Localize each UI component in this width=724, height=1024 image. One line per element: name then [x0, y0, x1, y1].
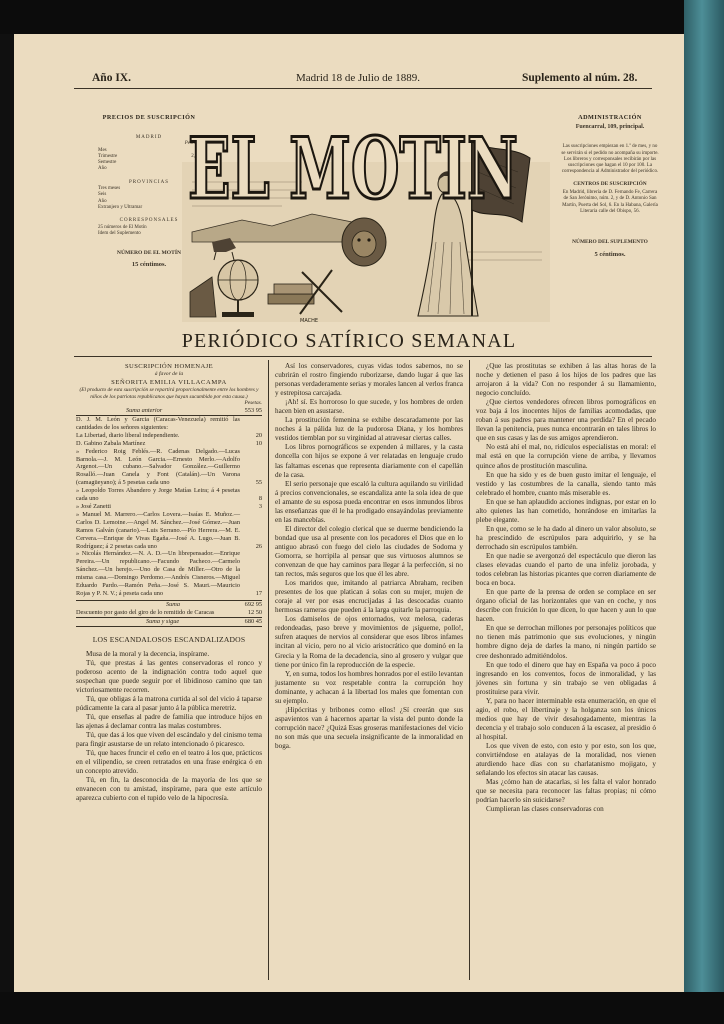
column-3-paragraph: En que se derrochan millones por personajes políticos que no tienen más patrimonio que sus evoluciones, y ningún hombre digno deja de darles la mano, ni ningún partido se cree deshonrado admitiéndolos. — [476, 624, 656, 660]
donor-entry — [76, 440, 262, 448]
province-price-row-label: Seis — [98, 192, 107, 198]
correspondent-price-row-label: 25 números de El Motín — [98, 224, 147, 230]
issue-price-label: NÚMERO DE EL MOTÍN — [116, 250, 182, 257]
column-1-paragraph: Tú, que haces fruncir el ceño en el teatro á los que, prácticos en el vilipendio, se creen retratados en una frase enérgica ó en un concepto atrevido. — [76, 749, 262, 776]
masthead-engraving — [182, 102, 550, 326]
column-1-paragraph: Tú, que obligas á la matrona curtida al sol del vicio á taparse púdicamente la cara al pasar junto á la pública meretriz. — [76, 694, 262, 712]
supplement-price-label: NÚMERO DEL SUPLEMENTO — [572, 239, 648, 246]
donor-amount: 55 — [255, 479, 262, 487]
madrid-label: MADRID — [135, 135, 163, 140]
column-3-paragraph: Mas ¿cómo han de atacarlas, si les falta el valor honrado que se necesita para reconocer las faltas propias; ni cómo podrían hacerlo sin suicidarse? — [476, 778, 656, 805]
column-2-paragraph: El director del colegio clerical que se duerme bendiciendo la bondad que usa al presente con los pecadores el Dios que en lo antiguo abrasó con fuego del cielo las ciudades de Sodoma y Gomorra, se horripila al pensar que sus virtuosos alumnos se convenzan de que hay caminos para llegar á la perfección, si no tan rectos, más seguros que los que él les abre. — [275, 524, 463, 579]
madrid-price-row-value: 1 — [197, 147, 200, 153]
donor-entry — [76, 503, 262, 511]
follow-row — [76, 617, 262, 627]
sum-value: 692 95 — [244, 600, 262, 608]
subscription-notes: Las suscripciones empiezan en 1.º de mes, y no se servirán si el pedido no acompaña su importe. Los libreros y corresponsales recibirán por las suscripciones que hagan el 10 por 100. La correspondencia al Administrador del periódico. — [561, 144, 659, 175]
scan-top-border — [0, 0, 724, 34]
column-divider-1 — [268, 360, 269, 980]
homage-heading: SUSCRIPCIÓN HOMENAJE — [124, 363, 214, 370]
administration-box — [560, 114, 660, 258]
donor-amount: 3 — [258, 502, 262, 510]
province-price-row-label: Extranjero y Ultramar — [98, 204, 143, 210]
column-1-paragraph: Tú, en fin, la desconocida de la mayoría de los que se envanecen con tu amistad, inspírame, para que este artículo aparezca cubierto con el tupido velo de la hipocresía. — [76, 776, 262, 803]
article-column-1-text — [76, 650, 262, 804]
column-3 — [476, 362, 656, 814]
homage-heading-2: á favor de la — [154, 371, 184, 378]
donor-entry — [76, 448, 262, 488]
column-3-paragraph: En que todo el dinero que hay en España va poco á poco ingresando en los conventos, focos de inmoralidad, y las jóvenes sin fortuna y sin trabajo se ven obligadas á prostituirse para vivir. — [476, 660, 656, 696]
sum-label: Suma — [166, 600, 180, 608]
column-2-paragraph: Así los conservadores, cuyas vidas todos sabemos, no se cubrirán el rostro fingiendo ruborizarse, dando lugar á que las personas verdaderamente serias y morales lancen al verlos franca y estrepitosa carcajada. — [275, 362, 463, 398]
supplement-label: Suplemento al núm. 28. — [522, 72, 638, 84]
binding-spine — [684, 0, 724, 1024]
column-2 — [275, 362, 463, 751]
column-3-paragraph: En que ha sido y es de buen gusto imitar el lenguaje, el vestido y las costumbres de la canalla, siendo tanto más celebrado el hombre, cuanto más miserable es. — [476, 470, 656, 497]
column-2-paragraph: ¡Ah! sí. Es horroroso lo que sucede, y los hombres de orden hacen bien en asustarse. — [275, 398, 463, 416]
column-2-paragraph: Los maridos que, imitando al patriarca Abraham, reciben presentes de los que platican á solas con su mujer, mujen de coraje al ver por esas encrucijadas á las descocadas cuanto hermosas rameras que pueden á la larga quitarle la parroquia. — [275, 579, 463, 615]
provinces-label: PROVINCIAS — [128, 179, 169, 185]
column-2-paragraph: El serio personaje que escaló la cultura aquilando su virilidad á precios convencionales, se escandaliza ante la sola idea de que el amante de su esposa pueda encontrar en esos inmundos libros las enseñanzas que él le ha prodigado ensayándolas previamente en las mancebías. — [275, 479, 463, 524]
subtitle-rule — [74, 356, 652, 357]
centers-title: CENTROS DE SUSCRIPCIÓN — [573, 180, 647, 187]
scan-bottom-border — [0, 992, 724, 1024]
follow-value: 680 45 — [244, 617, 262, 625]
homage-name: SEÑORITA EMILIA VILLACAMPA — [111, 379, 227, 387]
donor-entry — [76, 487, 262, 503]
column-3-paragraph: En que se han aplaudido acciones indignas, por estar en lo alto quienes las han cometido, honrándose en imitarlas la plebe elegante. — [476, 497, 656, 524]
column-2-paragraph: ¡Hipócritas y bribones como ellos! ¿Sí creerán que sus aspavientos van á hacernos apartar la vista del punto donde la corrupción nace? ¿Quizá Esas groseras manifestaciones del vicio no son más que una secuela insignificante de la inmoralidad en boga. — [275, 705, 463, 750]
correspondents-label: CORRESPONSALES — [119, 218, 179, 224]
donor-amount: 8 — [258, 495, 262, 503]
madrid-price-row-value: 2,50 — [191, 153, 200, 159]
engraver-signature: MACHE — [300, 318, 319, 324]
donor-names: D. J. M. León y Garcia (Caracas-Venezuela) remitió las cantidades de los señores siguientes: — [76, 416, 240, 431]
donor-names: » Leopoldo Torres Abandero y Jorge Matías Leira; á 4 pesetas cada uno — [76, 487, 240, 503]
column-1-paragraph: Tú, que enseñas al padre de familia que introduce hijos en las ajenas á declamar contra las malas costumbres. — [76, 712, 262, 730]
pesetas-label: Pesetas. — [244, 400, 262, 407]
donor-names: » Manuel M. Marrero.—Carlos Lovera.—Isaías E. Muñoz.—Carlos D. Lemoine.—Angel M. Sánchez.—José Gómez.—Juan Ramos Galván (canario).—Luis Serrano.—Pío Herrera.—M. E. Cervera.—Enrique de Vivas Egaña.—José A. Lugo.—Juan B. Rodríguez; á 2 pesetas cada uno — [76, 510, 240, 550]
column-3-paragraph: No está ahí el mal, no, ridículos especialistas en moral: el mal está en que la corrupción viene de arriba, y llevamos quince años de prostitución masculina. — [476, 443, 656, 470]
column-3-paragraph: Cumplieran las clases conservadoras con — [486, 805, 604, 814]
column-3-paragraph: En que parte de la prensa de orden se complace en ser órgano oficial de las horizontales que van en coche, y nos describe con fruición lo que dicen, lo que hacen y aun lo que hacen. — [476, 588, 656, 624]
administration-address: Fuencarral, 109, principal. — [575, 124, 645, 130]
prices-title: PRECIOS DE SUSCRIPCIÓN — [102, 114, 196, 121]
column-3-paragraph: En que nadie se avergonzó del espectáculo que dieron las clases elevadas cuando el parto de una infeliz jorobada, y todos celebran las historias picantes que corren diariamente de boca en boca. — [476, 551, 656, 588]
donor-names: D. Gabino Zabala Martínez — [76, 439, 146, 447]
province-price-row-label: Tres meses — [98, 186, 121, 192]
column-1-paragraph: Tú, que das á los que viven del escándalo y del cinismo tema para fingir asustarse de un relato intencionado ó picaresco. — [76, 731, 262, 749]
masthead-subtitle: PERIÓDICO SATÍRICO SEMANAL — [181, 330, 517, 352]
donor-names: La Libertad, diario liberal independiente. — [76, 431, 180, 439]
madrid-price-row-label: Trimestre — [98, 153, 118, 159]
centers-list: En Madrid, librería de D. Fernando Fe, Carrera de San Jerónimo, núm. 2, y de D. Antonio San Martín, Puerta del Sol, 6. En la Habana, Galería Literaria calle del Obispo, 56. — [562, 190, 658, 214]
donor-amount: 26 — [255, 542, 262, 550]
donor-names: » Nicolás Hernández.—N. A. D.—Un librepensador.—Enrique Pereira.—Un republicano.—Facundo Pacheco.—Carmelo Sánchez.—Un herejo.—Uno de Casa de Miller.—Otro de la misma casa.—Domingo Perdomo.—Andrés Cisneros.—Miguel Eduardo Pardo.—Ramón Peña.—José S. Mauri.—Mauricio Rojas y P. N. V.; á peseta cada uno — [76, 550, 240, 597]
donor-amount: 17 — [255, 589, 262, 597]
follow-label: Suma y sigue — [146, 617, 180, 625]
masthead-illustration — [182, 102, 550, 326]
donor-list — [76, 416, 262, 598]
newspaper-page — [14, 34, 684, 992]
donor-entry — [76, 416, 262, 432]
column-2-paragraph: Los damiselos de ojos entornados, voz melosa, caderas redondeadas, paso breve y movimientos de ¡sígueme, pollo!, sufren ataques de nervios al considerar que esos libros infames incitan al vicio, pero no al vicio aristocrático que dominó en la Grecia y la Roma de la decadencia, sino al grosero y vulgar que tiene por único fin la reproducción de la especie. — [275, 615, 463, 669]
previous-sum-label: Suma anterior — [126, 407, 163, 415]
column-1 — [76, 362, 262, 803]
donor-entry — [76, 511, 262, 551]
issue-date: Madrid 18 de Julio de 1889. — [296, 72, 421, 84]
donor-amount: 20 — [255, 431, 262, 439]
discount-label: Descuento por gasto del giro de lo remitido de Caracas — [76, 608, 215, 616]
column-2-paragraph: La prostitución femenina se exhibe descaradamente por las noches á la pálida luz de la pudorosa Diana, y los hombres vestidos tiemblan por su virginidad al atravesar ciertas calles. — [275, 416, 463, 443]
article-title: LOS ESCANDALOSOS ESCANDALIZADOS — [92, 634, 246, 644]
sum-row — [76, 600, 262, 609]
madrid-currency: Pesetas — [184, 141, 200, 147]
homage-note: (El producto de esta suscripción se repartirá proporcionalmente entre los hombres y niños de los patriotas republicanos que hayan sucumbido por esta causa.) — [79, 387, 259, 400]
supplement-price: 5 céntimos. — [594, 250, 626, 258]
previous-sum-row — [76, 407, 262, 416]
column-3-paragraph: Los que viven de esto, con esto y por esto, son los que, convirtiéndose en atalayas de la moralidad, nos vienen aturdiendo hace días con su charlatanismo mojigato, y señalando los efectos sin atacar las causas. — [476, 741, 656, 778]
column-3-paragraph: Y, para no hacer interminable esta enumeración, en que el agio, el robo, el libertinaje y la holganza son los únicos medios que hay de vivir desahogadamente, mientras la decencia y el trabajo solo conducen á la escasez, al presidio ó al hospital. — [476, 696, 656, 741]
madrid-price-row-label: Año — [98, 166, 107, 172]
donor-names: » Federico Roig Feblés.—R. Cadenas Delgado.—Lucas Barnola.—J. M. León Garcia.—Ernesto Merlo.—Adolfo Argenot.—Un cubano.—Salvador González.—Guillermo Rosalló.—Juan Canela y Font (Catalán).—Un Varona (camagüeyano); á 5 pesetas cada uno — [76, 447, 240, 487]
column-3-paragraph: En que, como se le ha dado al dinero un valor absoluto, se ha prescindido de escrúpulos para adquirirlo, y se ha derrochado sin escrúpulos también. — [476, 524, 656, 551]
column-2-paragraph: Los libros pornográficos se expenden á millares, y la casta doncella con hijos se expone á ver relatadas en lenguaje crudo las faltamas escenas que representa diariamente con el capellán de la casa. — [275, 443, 463, 479]
donor-entry — [76, 432, 262, 440]
madrid-price-row-label: Semestre — [98, 160, 117, 166]
column-divider-2 — [469, 360, 470, 980]
year-label: Año IX. — [92, 72, 131, 84]
correspondent-price-row-label: Idem del Suplemento — [98, 230, 141, 236]
masthead-title: EL MOTIN — [188, 119, 518, 218]
discount-value: 12 50 — [247, 608, 262, 616]
column-1-paragraph: Musa de la moral y la decencia, inspírame. — [86, 649, 210, 658]
donor-names: » José Zanetti — [76, 502, 111, 510]
header-rule — [74, 88, 652, 89]
donor-amount: 10 — [255, 439, 262, 447]
administration-title: ADMINISTRACIÓN — [578, 114, 642, 121]
column-1-paragraph: Tú, que prestas á las gentes conservadoras el ronco y poderoso acento de la indignación contra todo aquel que sospechan que puede seguir por el libidinoso camino que tan victoriosamente recorren. — [76, 658, 262, 694]
column-3-paragraph: ¿Que las prostitutas se exhiben á las altas horas de la noche y detienen el paso á los hijos de los padres que las arrojaron á la vida? Con no responder á su llamamiento, negocio concluído. — [476, 362, 656, 398]
donor-entry — [76, 550, 262, 597]
issue-price: 15 céntimos. — [131, 261, 167, 269]
discount-row — [76, 609, 262, 617]
province-price-row-label: Año — [98, 198, 107, 204]
previous-sum-value: 553 95 — [244, 407, 262, 415]
madrid-price-row-label: Mes — [98, 147, 107, 153]
column-3-paragraph: ¿Que ciertos vendedores ofrecen libros pornográficos en voz baja á los inocentes hijos de familias acomodadas, que roban á sus padres para mantener una perdida? En el pecado llevan la penitencia, pues nunca encontrarán en tales libros lo que en sus casas y las de sus amigos aprendieron. — [476, 398, 656, 443]
column-2-paragraph: Y, en suma, todos los hombres honrados por el estilo levantan justamente su voz respetable contra la corrupción hoy dominante, y achacan á la libertad los males que fomentan con su ejemplo. — [275, 669, 463, 705]
